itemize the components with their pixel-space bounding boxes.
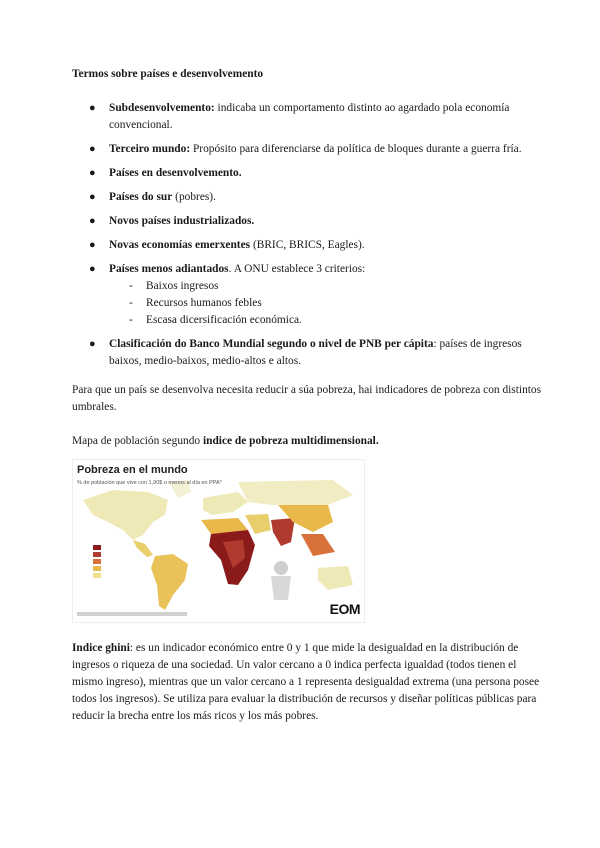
map-caption-text: Mapa de población segundo	[72, 435, 203, 447]
section-heading: Termos sobre países e desenvolvemento	[72, 68, 264, 80]
term-name: Novos países industrializados.	[109, 215, 255, 227]
terms-list	[72, 100, 542, 370]
criteria-item	[129, 312, 542, 329]
bullet-icon: ●	[89, 143, 96, 155]
bullet-icon: ●	[89, 215, 96, 227]
legend-swatch	[93, 573, 101, 578]
criteria-text: Escasa dicersificación económica.	[146, 314, 302, 326]
central-america-shape	[133, 540, 153, 557]
dash-icon: -	[129, 280, 133, 292]
document-page	[72, 66, 542, 725]
eom-logo: EOM	[329, 601, 360, 617]
term-description: indicaba un comportamento distinto ao agardado pola economía convencional.	[109, 102, 510, 131]
europe-shape	[203, 492, 248, 515]
criteria-text: Recursos humanos febles	[146, 297, 262, 309]
legend-swatch	[93, 545, 101, 550]
list-item	[72, 141, 542, 158]
term-name: Novas economías emerxentes	[109, 239, 251, 251]
south-asia-shape	[271, 518, 295, 546]
term-description: : países de ingresos baixos, medio-baixos, medio-altos e altos.	[109, 338, 522, 367]
term-description: (BRIC, BRICS, Eagles).	[250, 239, 365, 251]
map-subtitle: % de población que vive con 1,90$ o menos al día en PPA*	[77, 480, 222, 486]
russia-shape	[238, 480, 353, 505]
criteria-text: Baixos ingresos	[146, 280, 219, 292]
term-description: . A ONU establece 3 criterios:	[228, 263, 366, 275]
north-america-shape	[83, 490, 168, 540]
southeast-asia-shape	[301, 534, 335, 556]
map-caption	[72, 433, 542, 450]
paragraph-gini	[72, 640, 542, 725]
dash-icon: -	[129, 297, 133, 309]
south-america-shape	[151, 554, 188, 610]
bullet-icon: ●	[89, 167, 96, 179]
list-item	[72, 261, 542, 329]
list-item	[72, 336, 542, 370]
bullet-icon: ●	[89, 102, 96, 114]
legend-swatch	[93, 566, 101, 571]
term-name: Terceiro mundo:	[109, 143, 191, 155]
bullet-icon: ●	[89, 191, 96, 203]
term-description: Propósito para diferenciarse da política de bloques durante a guerra fría.	[190, 143, 522, 155]
criteria-item	[129, 278, 542, 295]
map-caption-bold: indice de pobreza multidimensional.	[202, 435, 379, 447]
term-name: Países do sur	[109, 191, 173, 203]
paragraph-poverty: Para que un país se desenvolva necesita reducir a súa pobreza, hai indicadores de pobreza con distintos umbrales.	[72, 384, 542, 413]
gini-description: : es un indicador económico entre 0 y 1 que mide la desigualdad en la distribución de ingresos o riqueza de una sociedad. Un valor cercano a 0 indica perfecta igualdad (todos tienen el mismo ingreso), mientras que un valor cercano a 1 representa desigualdad extrema (una persona posee todos los ingresos). Se utiliza para evaluar la distribución de recursos y diseñar políticas públicas para reducir la brecha entre los más ricos y los más pobres.	[72, 642, 540, 722]
map-title: Pobreza en el mundo	[77, 464, 188, 476]
poverty-map-image	[72, 459, 365, 623]
map-legend	[93, 545, 101, 580]
term-name: Subdesenvolvemento:	[109, 102, 215, 114]
middle-east-shape	[245, 514, 271, 534]
australia-shape	[318, 566, 353, 590]
dash-icon: -	[129, 314, 133, 326]
bullet-icon: ●	[89, 239, 96, 251]
legend-swatch	[93, 552, 101, 557]
term-name: Clasificación do Banco Mundial segundo o nivel de PNB per cápita	[109, 338, 434, 350]
list-item	[72, 165, 542, 182]
term-name: Países menos adiantados	[109, 263, 229, 275]
grey-figure-body	[271, 576, 291, 600]
gini-term: Indice ghini	[72, 642, 130, 654]
bullet-icon: ●	[89, 338, 96, 350]
term-description: (pobres).	[172, 191, 216, 203]
legend-swatch	[93, 559, 101, 564]
criteria-item	[129, 295, 542, 312]
grey-figure-head	[274, 561, 288, 575]
criteria-list	[109, 278, 542, 329]
list-item	[72, 189, 542, 206]
bullet-icon: ●	[89, 263, 96, 275]
list-item	[72, 213, 542, 230]
list-item	[72, 100, 542, 134]
term-name: Países en desenvolvemento.	[109, 167, 242, 179]
list-item	[72, 237, 542, 254]
map-source-line	[77, 612, 187, 616]
